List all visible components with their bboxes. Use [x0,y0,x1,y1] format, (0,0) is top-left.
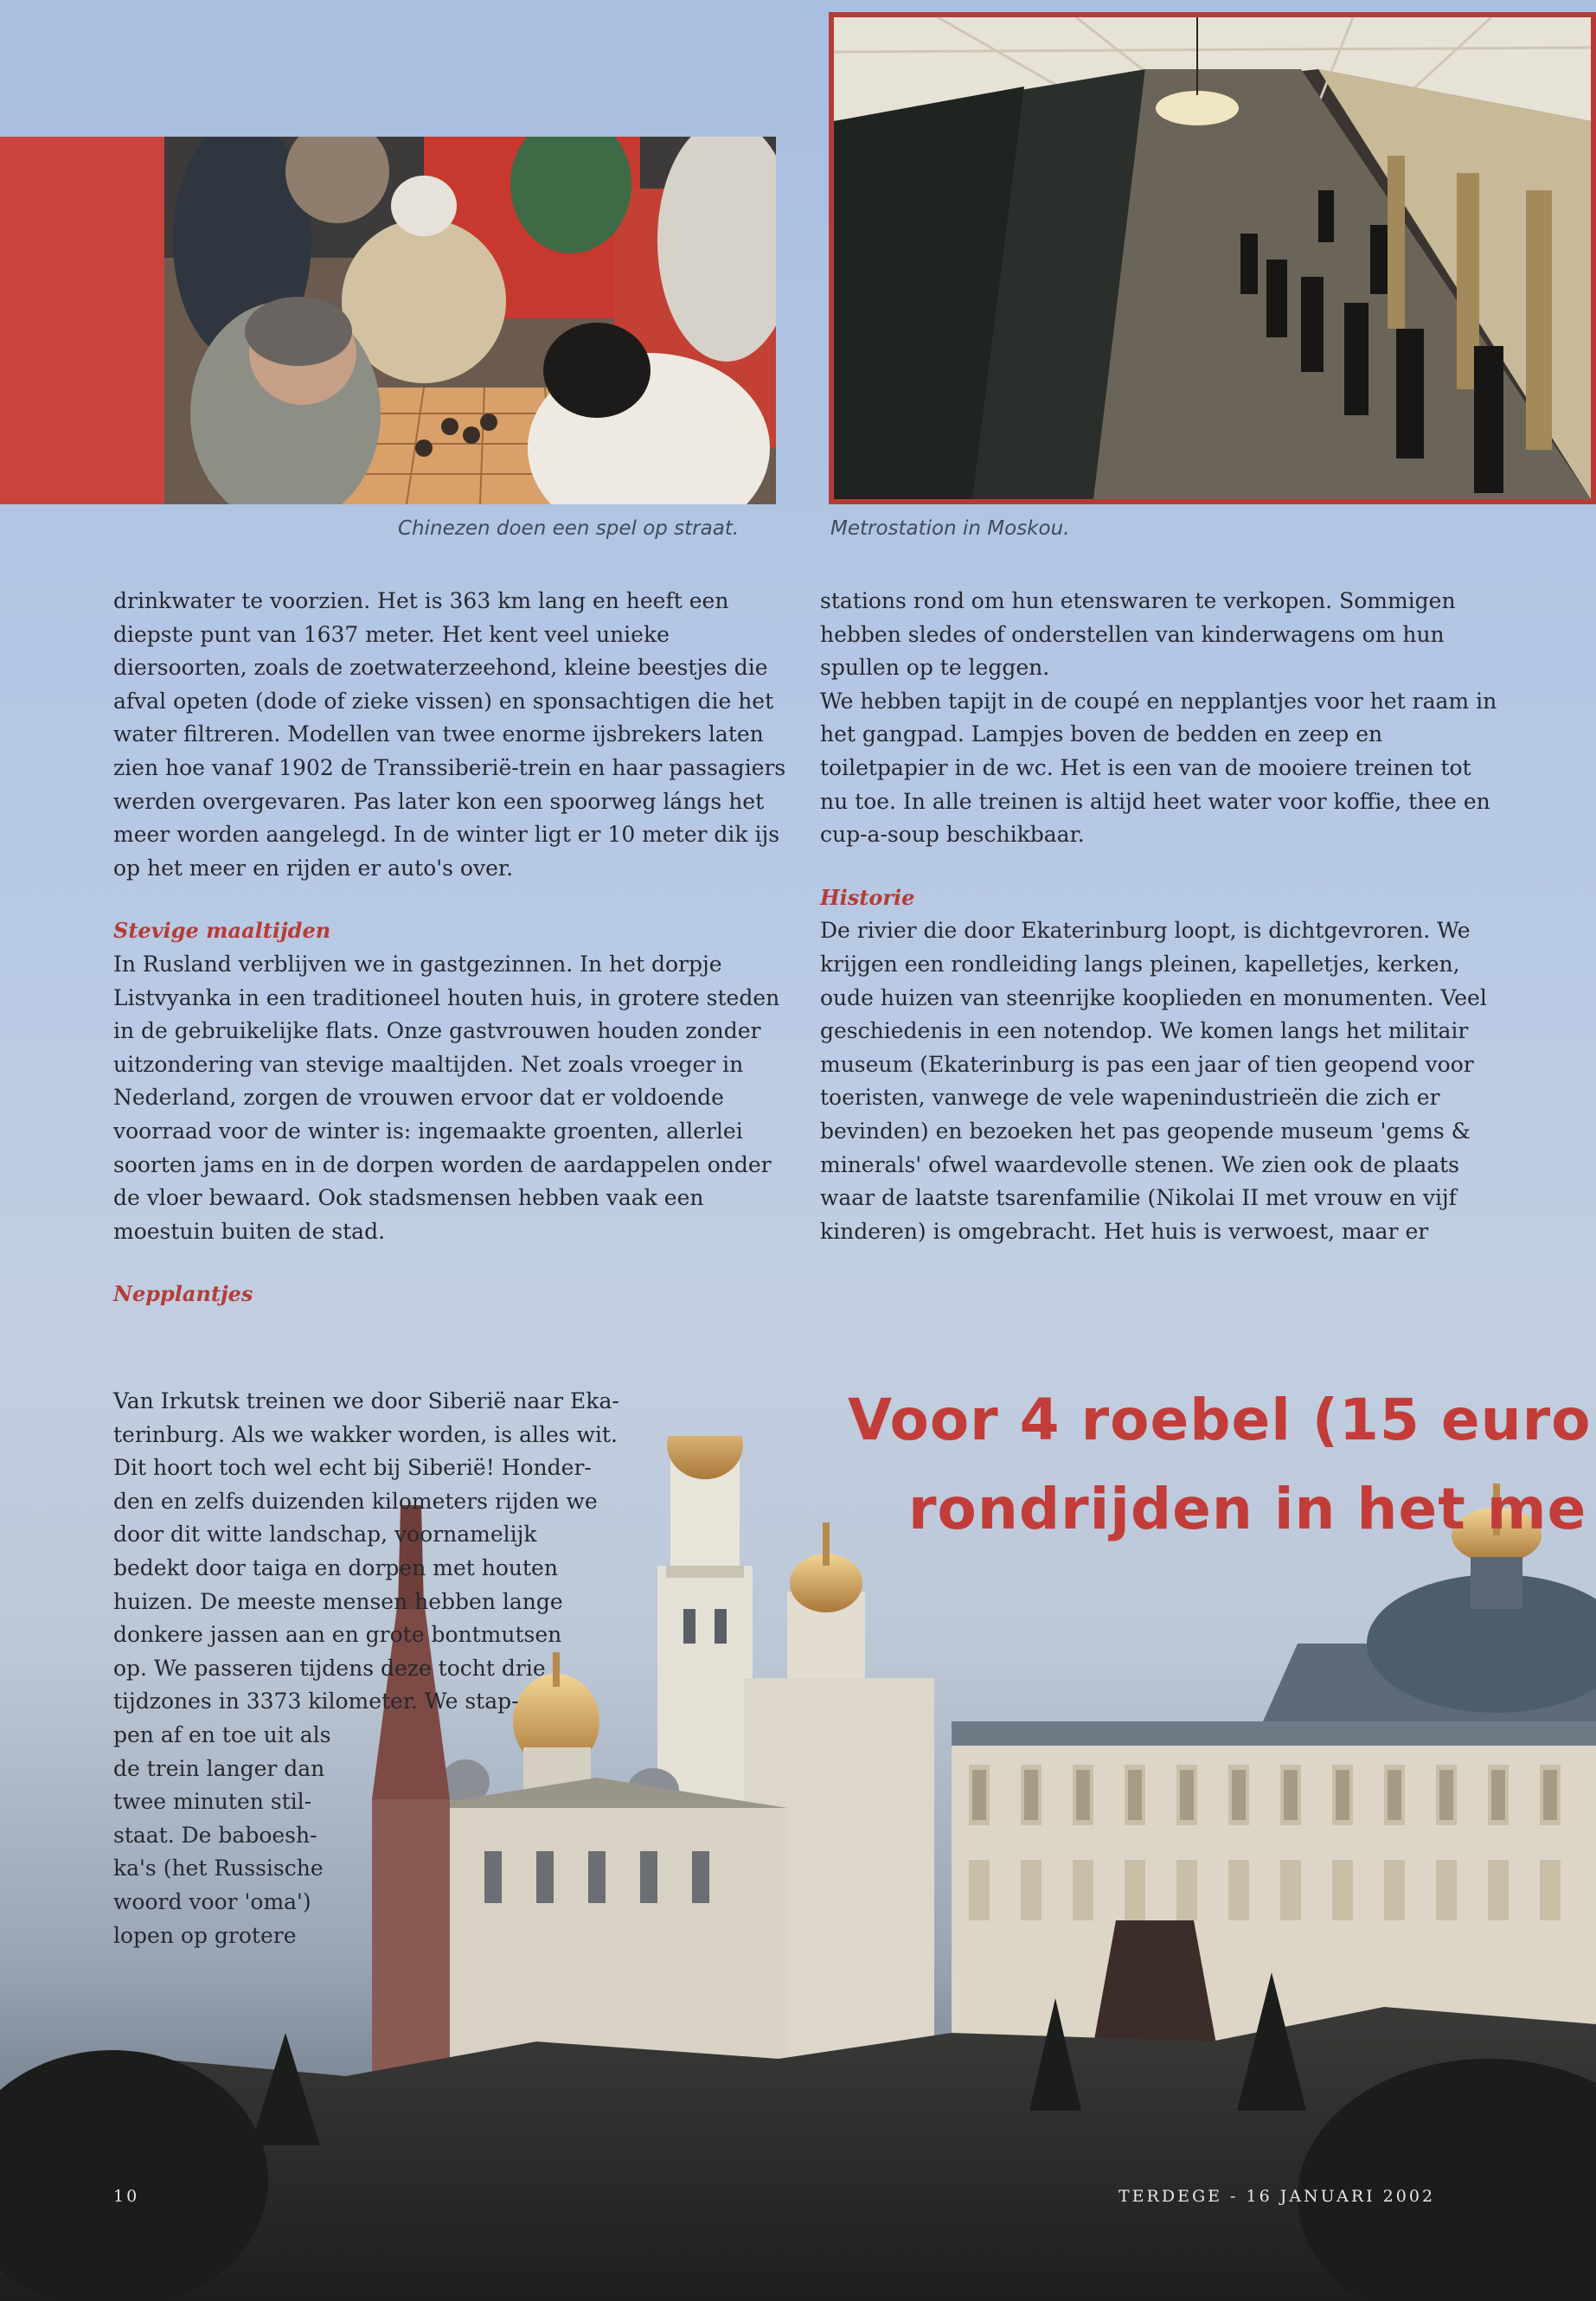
article-column-left [113,585,797,1311]
photo-moscow-metro-station [829,12,1596,504]
text-line: lopen op grotere [113,1922,297,1948]
text-line: huizen. De meeste mensen hebben lange [113,1588,563,1614]
narrow-paragraph-train-journey [113,1385,619,1952]
photo-chinese-chess-players [164,137,776,504]
heading-stevige-maaltijden: Stevige maaltijden [113,918,331,944]
paragraph-lake-baikal: drinkwater te voorzien. Het is 363 km lang en heeft een diepste punt van 1637 meter. Het kent veel unieke diersoorten, zoals de zoetwaterzeehond, kleine beestjes die afval opeten (dode of zieke vissen) en sponsachtigen die het water filtreren. Modellen van twee enorme ijsbrekers laten zien hoe vanaf 1902 de Transsiberië-trein en haar passagiers werden overgevaren. Pas later kon een spoorweg lángs het meer worden aangelegd. In de winter ligt er 10 meter dik ijs op het meer en rijden er auto's over. [113,588,786,881]
text-line: woord voor 'oma') [113,1888,311,1914]
paragraph-station-vendors: stations rond om hun etenswaren te verkopen. Sommigen hebben sledes of onderstellen van kinderwagens om hun spullen op te leggen. [820,588,1456,681]
red-accent-block [0,137,164,504]
paragraph-host-families: In Rusland verblijven we in gastgezinnen. In het dorpje Listvyanka in een traditioneel houten huis, in grotere steden in de gebruikelijke flats. Onze gastvrouwen houden zonder uitzondering van stevige maaltijden. Net zoals vroeger in Nederland, zorgen de vrouwen ervoor dat er voldoende voorraad voor de winter is: ingemaakte groenten, allerlei soorten jams en in de dorpen worden de aardappelen onder de vloer bewaard. Ook stadsmensen hebben vaak een moestuin buiten de stad. [113,951,780,1244]
headline-line-2: rondrijden in het me [908,1476,1587,1542]
caption-chess-photo: Chinezen doen een spel op straat. [398,517,740,540]
text-line: Dit hoort toch wel echt bij Siberië! Honder- [113,1455,592,1481]
text-line: op. We passeren tijdens deze tocht drie [113,1655,546,1681]
text-line: staat. De baboesh- [113,1822,317,1848]
page-number: 10 [113,2187,140,2206]
text-line: tijdzones in 3373 kilometer. We stap- [113,1689,519,1715]
text-line: pen af en toe uit als [113,1721,331,1747]
text-line: den en zelfs duizenden kilometers rijden we [113,1488,598,1514]
paragraph-train-comfort: We hebben tapijt in de coupé en nepplantjes voor het raam in het gangpad. Lampjes boven de bedden en zeep en toiletpapier in de wc. Het is een van de mooiere treinen tot nu toe. In alle treinen is altijd heet water voor koffie, thee en cup-a-soup beschikbaar. [820,688,1497,848]
text-line: twee minuten stil- [113,1789,312,1815]
caption-metro-photo: Metrostation in Moskou. [830,517,1070,540]
heading-historie: Historie [820,884,915,910]
text-line: terinburg. Als we wakker worden, is alles wit. [113,1421,618,1447]
text-line: door dit witte landschap, voornamelijk [113,1522,537,1548]
text-line: bedekt door taiga en dorpen met houten [113,1554,558,1580]
paragraph-ekaterinburg: De rivier die door Ekaterinburg loopt, is dichtgevroren. We krijgen een rondleiding langs pleinen, kapelletjes, kerken, oude huizen van steenrijke kooplieden en monumenten. Veel geschiedenis in een notendop. We komen langs het militair museum (Ekaterinburg is pas een jaar of tien geopend voor toeristen, vanwege de vele wapenindustrieën die zich er bevinden) en bezoeken het pas geopende museum 'gems & minerals' ofwel waardevolle stenen. We zien ook de plaats waar de laatste tsarenfamilie (Nikolai II met vrouw en vijf kinderen) is omgebracht. Het huis is verwoest, maar er [820,918,1487,1244]
text-line: donkere jassen aan en grote bontmutsen [113,1622,562,1648]
heading-nepplantjes: Nepplantjes [113,1281,253,1307]
article-column-right [820,585,1503,1248]
text-line: Van Irkutsk treinen we door Siberië naar Eka- [113,1388,619,1413]
text-line: ka's (het Russische [113,1856,324,1881]
text-line: de trein langer dan [113,1755,325,1781]
headline-line-1: Voor 4 roebel (15 euro [848,1387,1592,1453]
footer-publication-date: TERDEGE - 16 JANUARI 2002 [1118,2187,1436,2206]
